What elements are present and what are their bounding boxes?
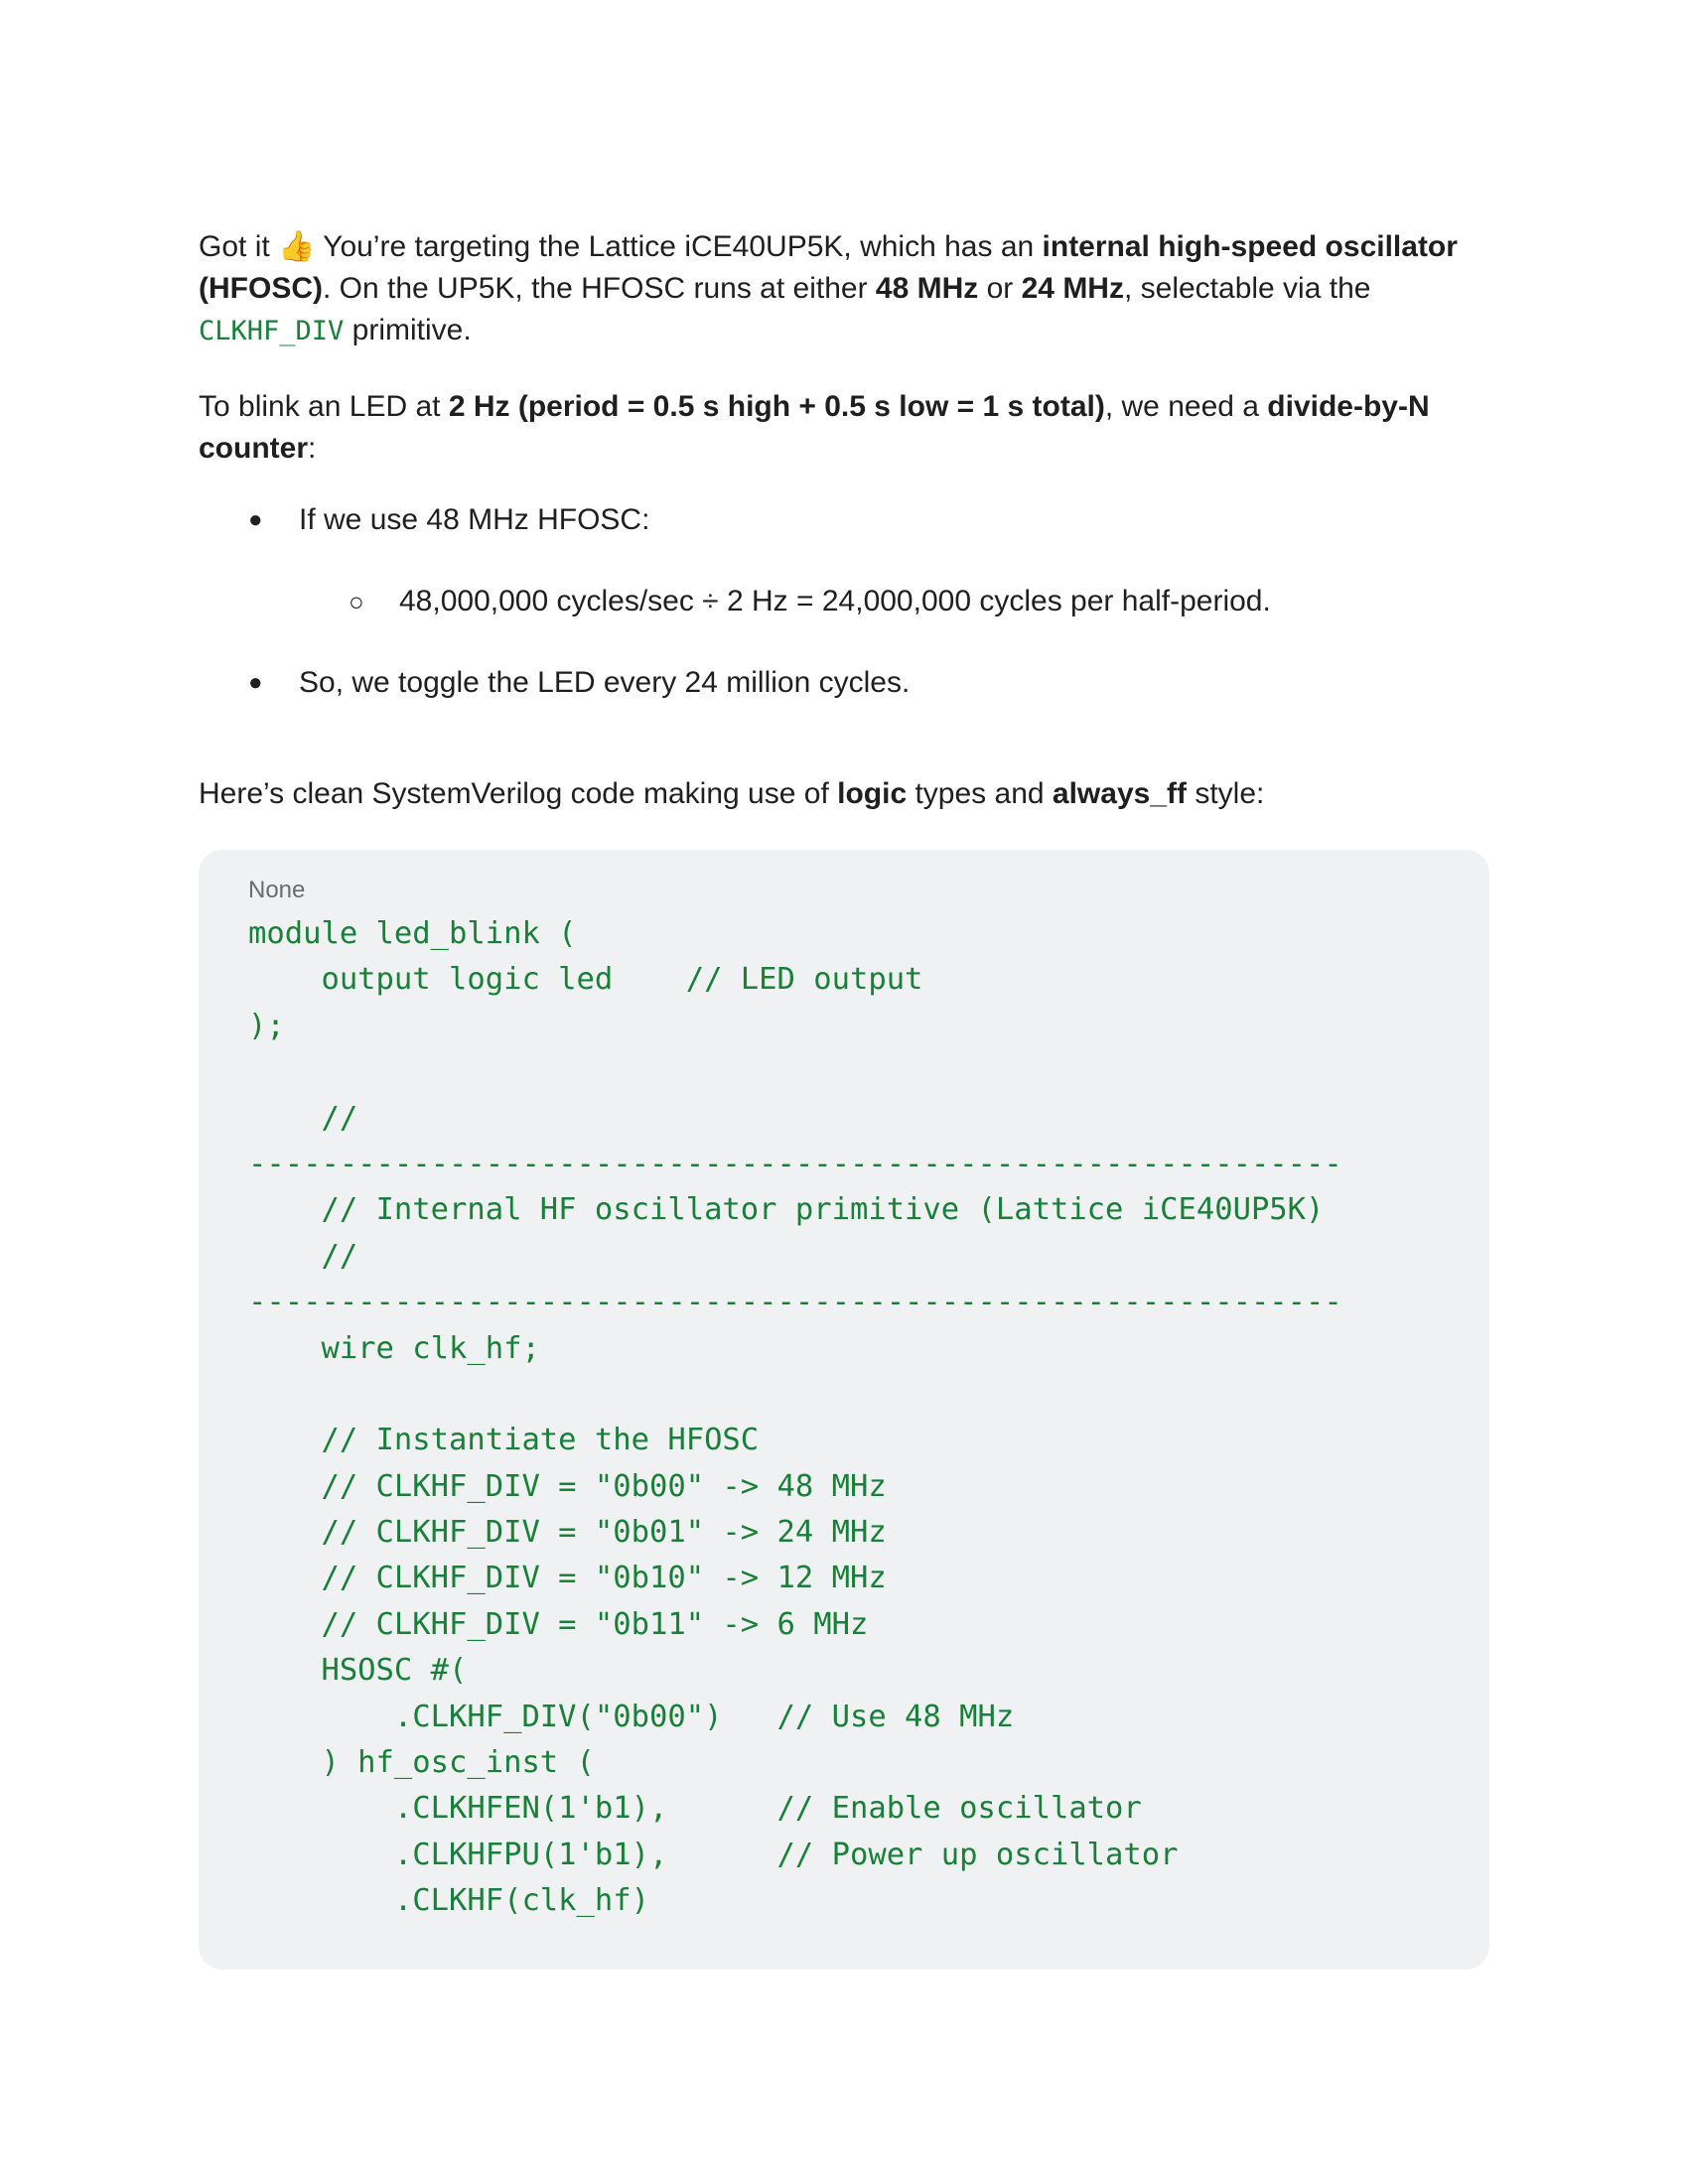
- bullet-circle-icon: ○: [349, 587, 364, 616]
- list-item: [199, 499, 1489, 622]
- intro-text-6: primitive.: [344, 314, 472, 346]
- code-intro-paragraph: [199, 773, 1489, 815]
- code-intro-text-1: Here’s clean SystemVerilog code making use of: [199, 777, 838, 810]
- intro-text-1: Got it: [199, 230, 279, 263]
- intro-text-5: , selectable via the: [1123, 272, 1371, 305]
- code-intro-bold-logic: logic: [837, 777, 908, 810]
- list-item-text: If we use 48 MHz HFOSC:: [299, 503, 650, 536]
- list-item-text: So, we toggle the LED every 24 million cycles.: [299, 666, 911, 699]
- code-block[interactable]: [199, 850, 1489, 1970]
- sub-list-item: [299, 581, 1489, 622]
- code-line: [248, 1372, 1440, 1418]
- intro-text-3: . On the UP5K, the HFOSC runs at either: [322, 272, 876, 305]
- code-line: // Internal HF oscillator primitive (Lattice iCE40UP5K): [248, 1192, 1325, 1228]
- bullet-list: [199, 499, 1489, 704]
- bullet-dot-icon: ●: [248, 669, 263, 696]
- code-content[interactable]: [248, 911, 1440, 1925]
- thumbs-up-icon: 👍: [278, 229, 316, 264]
- list-item: [199, 662, 1489, 704]
- code-line: .CLKHF_DIV("0b00") // Use 48 MHz: [248, 1699, 1015, 1734]
- code-line: wire clk_hf;: [248, 1330, 540, 1366]
- code-line: ------------------------------------------------------------: [248, 1285, 1342, 1320]
- blink-text-2: , we need a: [1104, 390, 1268, 423]
- code-line: // CLKHF_DIV = "0b11" -> 6 MHz: [248, 1606, 869, 1642]
- intro-text-2: You’re targeting the Lattice iCE40UP5K, which has an: [315, 230, 1043, 263]
- code-line: // Instantiate the HFOSC: [248, 1423, 760, 1458]
- code-line: .CLKHFPU(1'b1), // Power up oscillator: [248, 1837, 1179, 1872]
- code-line: // CLKHF_DIV = "0b10" -> 12 MHz: [248, 1561, 887, 1596]
- blink-text-3: :: [308, 432, 317, 465]
- code-line: ) hf_osc_inst (: [248, 1745, 595, 1781]
- bullet-dot-icon: ●: [248, 506, 263, 533]
- blink-bold-counter: divide-by-N counter: [199, 390, 1430, 465]
- blink-text-1: To blink an LED at: [199, 390, 449, 423]
- code-line: ------------------------------------------------------------: [248, 1146, 1342, 1181]
- code-intro-text-3: style:: [1186, 777, 1265, 810]
- code-line: module led_blink (: [248, 916, 577, 951]
- intro-bold-hfosc: internal high-speed oscillator (HFOSC): [199, 230, 1458, 305]
- sub-bullet-list: [299, 581, 1489, 622]
- intro-text-4: or: [978, 272, 1022, 305]
- code-line: // CLKHF_DIV = "0b00" -> 48 MHz: [248, 1468, 887, 1504]
- code-language-label: None: [248, 877, 306, 903]
- code-line: .CLKHFEN(1'b1), // Enable oscillator: [248, 1791, 1142, 1827]
- sub-list-item-text: 48,000,000 cycles/sec ÷ 2 Hz = 24,000,000 cycles per half-period.: [399, 585, 1271, 617]
- code-line: );: [248, 1008, 285, 1043]
- code-line: output logic led // LED output: [248, 962, 923, 998]
- code-intro-text-2: types and: [907, 777, 1053, 810]
- intro-bold-24mhz: 24 MHz: [1021, 272, 1124, 305]
- intro-bold-48mhz: 48 MHz: [875, 272, 979, 305]
- code-line: //: [248, 1100, 358, 1136]
- blink-bold-2hz: 2 Hz (period = 0.5 s high + 0.5 s low = 1 s total): [448, 390, 1105, 423]
- code-line: .CLKHF(clk_hf): [248, 1883, 649, 1919]
- code-intro-bold-always-ff: always_ff: [1052, 777, 1187, 810]
- intro-paragraph: [199, 226, 1489, 352]
- code-line: HSOSC #(: [248, 1653, 468, 1689]
- code-line: //: [248, 1238, 358, 1274]
- inline-code-clkhf-div: CLKHF_DIV: [199, 316, 345, 346]
- code-line: [248, 1049, 1440, 1095]
- blink-paragraph: [199, 386, 1489, 470]
- document-body: [199, 226, 1489, 815]
- code-line: // CLKHF_DIV = "0b01" -> 24 MHz: [248, 1515, 887, 1551]
